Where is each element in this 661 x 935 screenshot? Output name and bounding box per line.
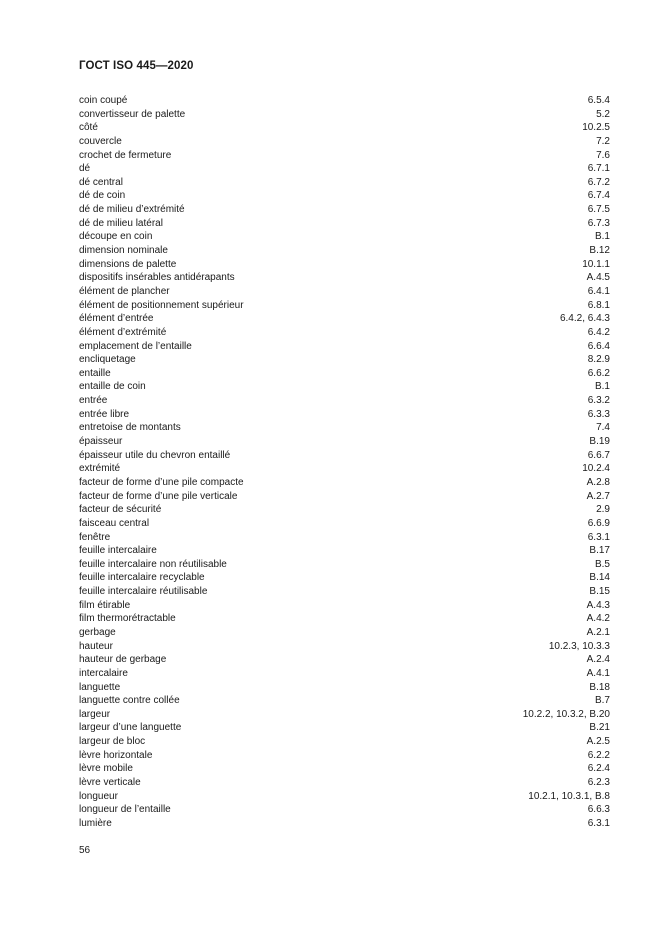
entry-reference: A.2.1	[586, 626, 610, 638]
index-entry	[79, 817, 610, 831]
entry-reference: B.1	[594, 381, 610, 393]
entry-term: dé de milieu latéral	[79, 217, 163, 229]
entry-reference: A.4.1	[586, 667, 610, 679]
index-entry	[79, 599, 610, 613]
entry-term: feuille intercalaire recyclable	[79, 572, 205, 584]
index-entry	[79, 408, 610, 422]
entry-term: film thermorétractable	[79, 613, 176, 625]
entry-term: lèvre verticale	[79, 777, 141, 789]
entry-reference: 6.6.4	[587, 340, 610, 352]
index-entry	[79, 162, 610, 176]
index-entry	[79, 94, 610, 108]
document-header: ГОСТ ISO 445—2020	[79, 60, 194, 72]
index-entry	[79, 585, 610, 599]
index-entry	[79, 531, 610, 545]
entry-reference: A.4.5	[586, 272, 610, 284]
entry-reference: 10.1.1	[582, 258, 610, 270]
entry-term: gerbage	[79, 626, 116, 638]
index-entry	[79, 271, 610, 285]
entry-term: découpe en coin	[79, 231, 153, 243]
entry-term: entretoise de montants	[79, 422, 181, 434]
index-entry	[79, 135, 610, 149]
entry-term: dé	[79, 163, 91, 175]
entry-reference: 6.6.9	[587, 517, 610, 529]
entry-term: largeur d’une languette	[79, 722, 182, 734]
index-entry	[79, 749, 610, 763]
entry-reference: 6.7.3	[587, 217, 610, 229]
entry-term: crochet de fermeture	[79, 149, 172, 161]
entry-reference: A.4.2	[586, 613, 610, 625]
entry-term: hauteur	[79, 640, 113, 652]
entry-reference: 6.5.4	[587, 95, 610, 106]
index-entry	[79, 217, 610, 231]
entry-term: élément de plancher	[79, 285, 170, 297]
entry-term: élément d’extrémité	[79, 326, 167, 338]
index-entry	[79, 558, 610, 572]
entry-reference: 6.6.2	[587, 367, 610, 379]
entry-term: entaille de coin	[79, 381, 146, 393]
entry-term: emplacement de l’entaille	[79, 340, 192, 352]
index-entry	[79, 462, 610, 476]
entry-reference: 6.7.1	[587, 163, 610, 175]
index-entry	[79, 653, 610, 667]
entry-reference: 5.2	[596, 108, 610, 120]
entry-term: facteur de forme d’une pile verticale	[79, 490, 238, 502]
index-entry	[79, 189, 610, 203]
entry-term: film étirable	[79, 599, 131, 611]
entry-reference: 7.4	[596, 422, 610, 434]
entry-reference: 6.4.2	[587, 326, 610, 338]
entry-reference: 6.3.1	[587, 817, 610, 829]
index-entry	[79, 776, 610, 790]
entry-term: coin coupé	[79, 95, 128, 106]
index-entry	[79, 108, 610, 122]
index-entry	[79, 612, 610, 626]
index-entry	[79, 203, 610, 217]
entry-reference: B.5	[594, 558, 610, 570]
entry-reference: B.12	[589, 245, 610, 257]
entry-reference: B.18	[589, 681, 610, 693]
entry-reference: 10.2.4	[582, 463, 610, 475]
index-entry	[79, 340, 610, 354]
entry-term: hauteur de gerbage	[79, 654, 167, 666]
entry-reference: 6.3.2	[587, 395, 610, 407]
entry-term: fenêtre	[79, 531, 111, 543]
entry-reference: A.2.7	[586, 490, 610, 502]
entry-term: largeur	[79, 708, 111, 720]
entry-reference: A.4.3	[586, 599, 610, 611]
entry-reference: A.2.4	[586, 654, 610, 666]
entry-reference: 6.7.5	[587, 204, 610, 216]
index-entry	[79, 435, 610, 449]
index-entry	[79, 367, 610, 381]
index-entry	[79, 449, 610, 463]
entry-term: lèvre horizontale	[79, 749, 153, 761]
entry-term: dimensions de palette	[79, 258, 177, 270]
entry-term: feuille intercalaire réutilisable	[79, 586, 208, 598]
index-entry	[79, 380, 610, 394]
index-entry	[79, 544, 610, 558]
entry-term: élément de positionnement supérieur	[79, 299, 244, 311]
index-entry	[79, 421, 610, 435]
entry-reference: 10.2.1, 10.3.1, B.8	[528, 790, 610, 802]
index-entry	[79, 626, 610, 640]
entry-term: dé de milieu d’extrémité	[79, 204, 185, 216]
entry-term: longueur	[79, 790, 118, 802]
entry-term: facteur de sécurité	[79, 504, 162, 516]
entry-term: intercalaire	[79, 667, 128, 679]
entry-term: encliquetage	[79, 354, 136, 366]
entry-reference: 6.4.2, 6.4.3	[559, 313, 610, 325]
entry-term: lumière	[79, 817, 112, 829]
index-entry	[79, 640, 610, 654]
index-entry	[79, 476, 610, 490]
entry-term: feuille intercalaire non réutilisable	[79, 558, 227, 570]
index-entry	[79, 667, 610, 681]
entry-term: épaisseur utile du chevron entaillé	[79, 449, 231, 461]
entry-reference: B.7	[594, 695, 610, 707]
index-entry	[79, 312, 610, 326]
index-list	[79, 94, 610, 831]
entry-reference: 6.6.3	[587, 804, 610, 816]
entry-term: languette	[79, 681, 121, 693]
index-entry	[79, 790, 610, 804]
page-number: 56	[79, 845, 91, 856]
index-entry	[79, 121, 610, 135]
entry-term: languette contre collée	[79, 695, 180, 707]
entry-reference: 6.2.3	[587, 777, 610, 789]
entry-term: lèvre mobile	[79, 763, 133, 775]
index-entry	[79, 571, 610, 585]
index-entry	[79, 490, 610, 504]
entry-term: entrée	[79, 395, 108, 407]
index-entry	[79, 285, 610, 299]
entry-reference: B.21	[589, 722, 610, 734]
entry-term: feuille intercalaire	[79, 545, 157, 557]
entry-reference: 6.2.2	[587, 749, 610, 761]
entry-reference: 8.2.9	[587, 354, 610, 366]
entry-reference: 6.7.4	[587, 190, 610, 202]
entry-term: dimension nominale	[79, 245, 168, 257]
entry-term: élément d’entrée	[79, 313, 154, 325]
entry-term: entaille	[79, 367, 111, 379]
entry-term: entrée libre	[79, 408, 130, 420]
index-entry	[79, 244, 610, 258]
entry-reference: B.15	[589, 586, 610, 598]
entry-term: faisceau central	[79, 517, 150, 529]
entry-reference: A.2.5	[586, 736, 610, 748]
entry-term: épaisseur	[79, 436, 123, 448]
entry-term: facteur de forme d’une pile compacte	[79, 476, 244, 488]
index-entry	[79, 176, 610, 190]
index-entry	[79, 353, 610, 367]
entry-reference: 6.8.1	[587, 299, 610, 311]
entry-term: dé de coin	[79, 190, 126, 202]
entry-reference: 2.9	[596, 504, 610, 516]
index-entry	[79, 326, 610, 340]
index-entry	[79, 803, 610, 817]
index-entry	[79, 299, 610, 313]
entry-reference: 10.2.2, 10.3.2, B.20	[522, 708, 610, 720]
entry-reference: 6.3.3	[587, 408, 610, 420]
entry-term: extrémité	[79, 463, 121, 475]
index-entry	[79, 735, 610, 749]
entry-reference: 7.2	[596, 135, 610, 147]
entry-term: largeur de bloc	[79, 736, 146, 748]
entry-term: couvercle	[79, 135, 122, 147]
entry-term: dé central	[79, 176, 123, 188]
entry-term: longueur de l’entaille	[79, 804, 171, 816]
entry-reference: B.14	[589, 572, 610, 584]
entry-term: dispositifs insérables antidérapants	[79, 272, 235, 284]
index-entry	[79, 681, 610, 695]
entry-term: côté	[79, 122, 98, 134]
index-entry	[79, 708, 610, 722]
entry-reference: 6.2.4	[587, 763, 610, 775]
index-entry	[79, 394, 610, 408]
entry-reference: 10.2.5	[582, 122, 610, 134]
index-entry	[79, 762, 610, 776]
entry-reference: 6.6.7	[587, 449, 610, 461]
entry-reference: 10.2.3, 10.3.3	[548, 640, 610, 652]
index-entry	[79, 721, 610, 735]
entry-reference: B.19	[589, 436, 610, 448]
entry-reference: 7.6	[596, 149, 610, 161]
index-entry	[79, 258, 610, 272]
index-entry	[79, 503, 610, 517]
entry-term: convertisseur de palette	[79, 108, 186, 120]
entry-reference: B.17	[589, 545, 610, 557]
index-entry	[79, 517, 610, 531]
entry-reference: B.1	[594, 231, 610, 243]
entry-reference: 6.4.1	[587, 285, 610, 297]
entry-reference: 6.7.2	[587, 176, 610, 188]
index-entry	[79, 149, 610, 163]
index-entry	[79, 230, 610, 244]
entry-reference: 6.3.1	[587, 531, 610, 543]
entry-reference: A.2.8	[586, 476, 610, 488]
index-entry	[79, 694, 610, 708]
